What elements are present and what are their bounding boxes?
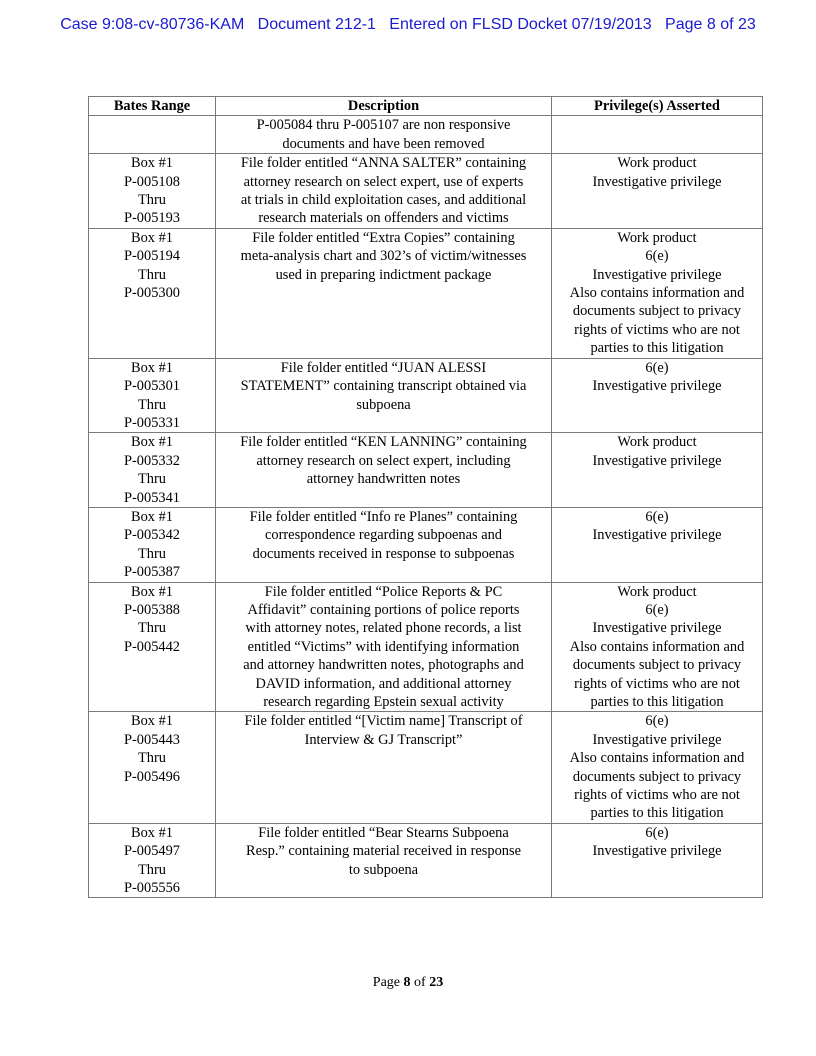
privileges-line: Investigative privilege [592, 266, 722, 283]
footer-current-page: 8 [403, 975, 411, 990]
description-cell [216, 154, 552, 229]
bates-range-line: P-005387 [124, 564, 180, 581]
bates-range-cell [89, 116, 216, 154]
bates-range-line: Box #1 [131, 508, 173, 525]
bates-range-line: P-005300 [124, 285, 180, 302]
privileges-line: rights of victims who are not [574, 675, 740, 692]
description-line: Resp.” containing material received in response [246, 843, 521, 860]
bates-range-line: Thru [138, 266, 166, 283]
bates-range-line: P-005443 [124, 731, 180, 748]
bates-range-line: P-005108 [124, 173, 180, 190]
table-row [89, 358, 763, 433]
bates-range-line: P-005388 [124, 601, 180, 618]
bates-range-line: P-005341 [124, 489, 180, 506]
description-line: Affidavit” containing portions of police reports [247, 601, 520, 618]
table-row [89, 582, 763, 712]
privileges-cell [552, 358, 763, 433]
bates-range-line: P-005342 [124, 527, 180, 544]
bates-range-line: Thru [138, 192, 166, 209]
description-line: research regarding Epstein sexual activity [263, 694, 504, 710]
description-line: File folder entitled “KEN LANNING” containing [240, 434, 527, 451]
privileges-line: Also contains information and [569, 285, 745, 302]
description-line: File folder entitled “Police Reports & PC [264, 583, 503, 600]
privileges-cell [552, 712, 763, 823]
table-row [89, 433, 763, 508]
table-row [89, 712, 763, 823]
bates-range-line: Box #1 [131, 359, 173, 376]
bates-range-line: Box #1 [131, 583, 173, 600]
table-row [89, 154, 763, 229]
privileges-line: Investigative privilege [592, 452, 722, 469]
bates-range-line: P-005556 [124, 880, 180, 897]
privileges-line: documents subject to privacy [572, 303, 742, 320]
bates-range-cell [89, 358, 216, 433]
bates-range-line: P-005497 [124, 843, 180, 860]
privileges-line: 6(e) [645, 824, 669, 841]
privileges-line: documents subject to privacy [572, 768, 742, 785]
description-line: File folder entitled “Bear Stearns Subpoena [258, 824, 509, 841]
privileges-line: Also contains information and [569, 638, 745, 655]
description-line: to subpoena [348, 861, 419, 878]
bates-range-cell [89, 228, 216, 358]
bates-range-line: P-005496 [124, 768, 180, 785]
privileges-cell [552, 433, 763, 508]
bates-range-line: Thru [138, 750, 166, 767]
privileges-line: rights of victims who are not [574, 787, 740, 804]
privileges-line: 6(e) [645, 508, 669, 525]
description-cell [216, 116, 552, 154]
privileges-line: Investigative privilege [592, 173, 722, 190]
description-line: meta-analysis chart and 302’s of victim/witnesses [240, 248, 527, 265]
description-line: attorney research on select expert, including [256, 452, 511, 469]
privileges-line: Investigative privilege [592, 843, 722, 860]
description-line: with attorney notes, related phone records, a list [245, 620, 522, 637]
bates-range-line: Thru [138, 545, 166, 562]
table-header-row [89, 97, 763, 116]
description-line: research materials on offenders and victims [258, 210, 509, 227]
privileges-line: documents subject to privacy [572, 657, 742, 674]
privileges-line: Investigative privilege [592, 378, 722, 395]
bates-range-line: Thru [138, 620, 166, 637]
privileges-line: Work product [617, 229, 697, 246]
bates-range-line: P-005332 [124, 452, 180, 469]
privileges-line: parties to this litigation [590, 340, 724, 357]
description-cell [216, 582, 552, 712]
description-line: STATEMENT” containing transcript obtained via [240, 378, 527, 395]
privileges-line: Investigative privilege [592, 527, 722, 544]
privileges-line: Also contains information and [569, 750, 745, 767]
description-line: subpoena [356, 396, 411, 413]
privileges-line: 6(e) [645, 248, 669, 265]
docket-header [0, 16, 816, 34]
privileges-line: Work product [617, 434, 697, 451]
description-line: at trials in child exploitation cases, and additional [240, 192, 527, 209]
bates-range-line: Box #1 [131, 229, 173, 246]
privileges-line: rights of victims who are not [574, 321, 740, 338]
description-line: P-005084 thru P-005107 are non responsive [256, 117, 511, 134]
privileges-cell [552, 154, 763, 229]
table-row [89, 507, 763, 582]
bates-range-line: Box #1 [131, 155, 173, 172]
bates-range-line: Thru [138, 396, 166, 413]
privileges-line: Investigative privilege [592, 731, 722, 748]
table-row [89, 116, 763, 154]
table-row [89, 823, 763, 898]
bates-range-line: Box #1 [131, 434, 173, 451]
bates-range-line: Box #1 [131, 824, 173, 841]
column-header-description: Description [216, 97, 552, 116]
description-cell [216, 358, 552, 433]
privileges-line: parties to this litigation [590, 694, 724, 710]
bates-range-line: P-005193 [124, 210, 180, 227]
privileges-line: parties to this litigation [590, 805, 724, 822]
description-line: documents and have been removed [282, 135, 485, 152]
bates-range-line: Thru [138, 471, 166, 488]
privileges-cell [552, 823, 763, 898]
footer-page-label: Page [372, 975, 401, 990]
table-body [89, 116, 763, 898]
description-line: File folder entitled “Extra Copies” containing [252, 229, 515, 246]
description-line: used in preparing indictment package [275, 266, 492, 283]
bates-range-cell [89, 712, 216, 823]
privileges-line: Investigative privilege [592, 620, 722, 637]
privileges-cell [552, 507, 763, 582]
description-line: File folder entitled “JUAN ALESSI [280, 359, 487, 376]
description-line: and attorney handwritten notes, photographs and [243, 657, 524, 674]
privileges-cell [552, 582, 763, 712]
privileges-cell [552, 116, 763, 154]
description-cell [216, 228, 552, 358]
description-cell [216, 712, 552, 823]
bates-range-cell [89, 582, 216, 712]
bates-range-cell [89, 433, 216, 508]
description-cell [216, 433, 552, 508]
description-line: entitled “Victims” with identifying information [247, 638, 520, 655]
description-line: attorney research on select expert, use of experts [243, 173, 524, 190]
bates-range-cell [89, 823, 216, 898]
bates-range-cell [89, 507, 216, 582]
bates-range-line: Box #1 [131, 713, 173, 730]
description-line: File folder entitled “ANNA SALTER” containing [240, 155, 527, 172]
description-line: DAVID information, and additional attorney [255, 675, 512, 692]
column-header-privileges: Privilege(s) Asserted [552, 97, 763, 116]
table-row [89, 228, 763, 358]
privileges-line: 6(e) [645, 713, 669, 730]
footer-total-pages: 23 [429, 975, 444, 990]
privileges-line: 6(e) [645, 601, 669, 618]
description-line: attorney handwritten notes [306, 471, 461, 488]
description-line: documents received in response to subpoenas [252, 545, 515, 562]
bates-range-line: P-005442 [124, 638, 180, 655]
description-cell [216, 507, 552, 582]
page-footer [0, 975, 816, 991]
privilege-log-table [88, 96, 763, 898]
privileges-line: 6(e) [645, 359, 669, 376]
footer-of-label: of [414, 975, 426, 990]
description-cell [216, 823, 552, 898]
bates-range-cell [89, 154, 216, 229]
docket-entry-date: Entered on FLSD Docket 07/19/2013 [389, 16, 652, 33]
description-line: File folder entitled “[Victim name] Transcript of [244, 713, 523, 730]
bates-range-line: P-005331 [124, 414, 180, 431]
privileges-line: Work product [617, 583, 697, 600]
document-number: Document 212-1 [257, 16, 376, 33]
description-line: Interview & GJ Transcript” [304, 731, 463, 748]
case-number: Case 9:08-cv-80736-KAM [60, 16, 245, 33]
description-line: File folder entitled “Info re Planes” containing [249, 508, 518, 525]
header-page-number: Page 8 of 23 [665, 16, 756, 33]
bates-range-line: P-005301 [124, 378, 180, 395]
privileges-line: Work product [617, 155, 697, 172]
bates-range-line: P-005194 [124, 248, 180, 265]
column-header-bates-range: Bates Range [89, 97, 216, 116]
description-line: correspondence regarding subpoenas and [265, 527, 502, 544]
bates-range-line: Thru [138, 861, 166, 878]
privileges-cell [552, 228, 763, 358]
